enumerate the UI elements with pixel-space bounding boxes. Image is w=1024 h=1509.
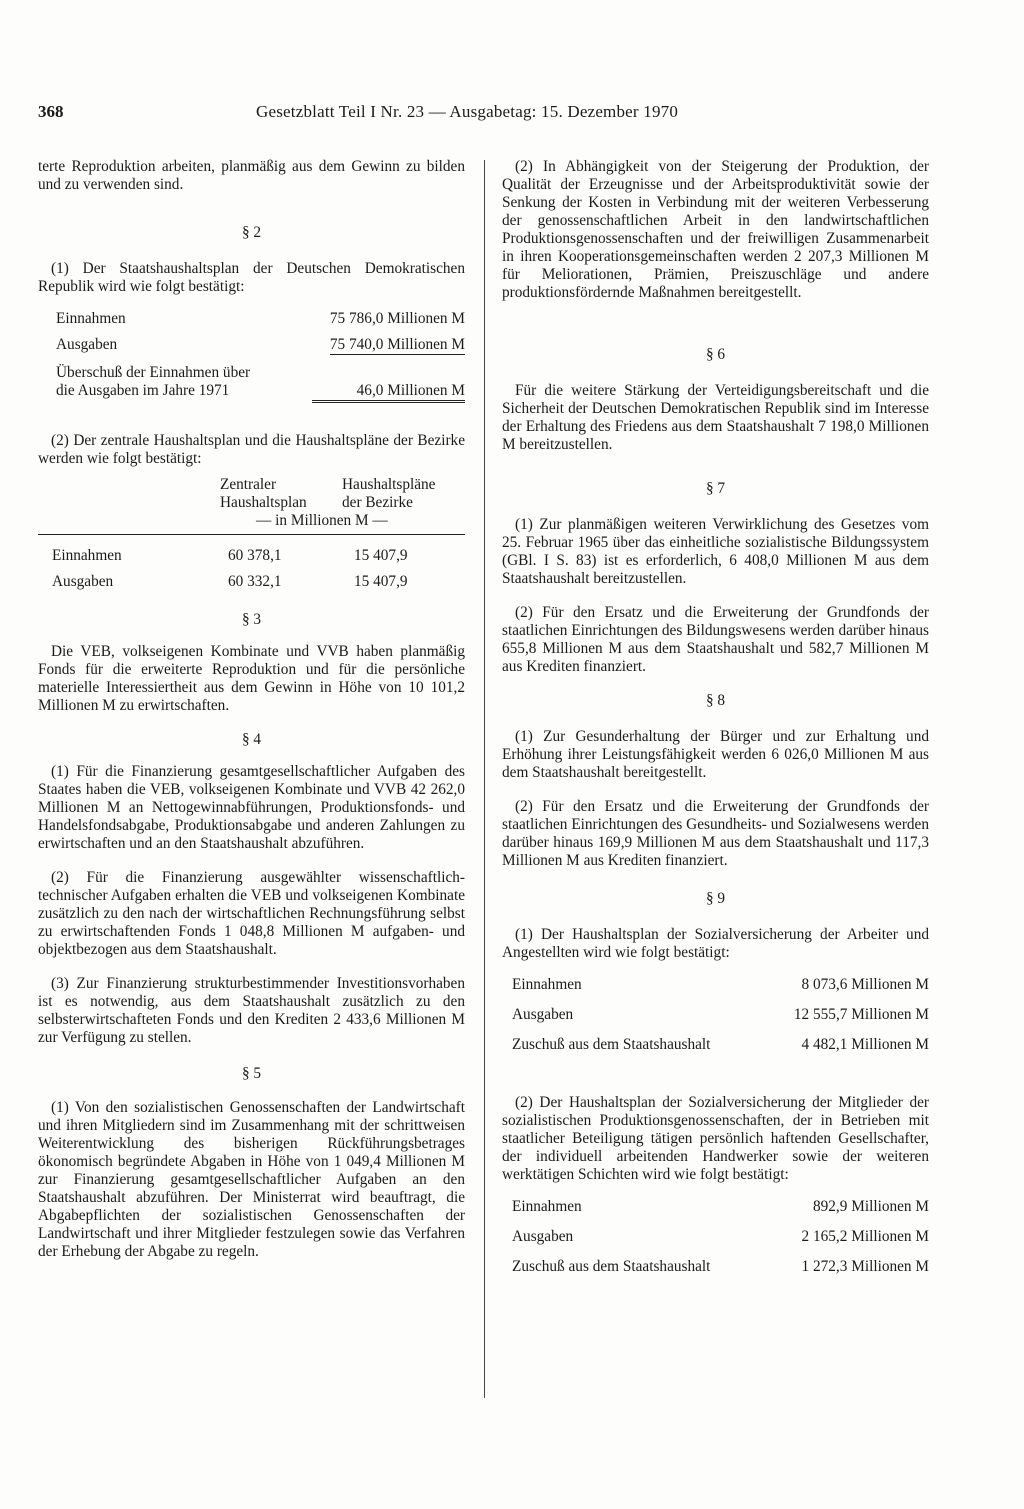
table-row	[512, 1006, 929, 1036]
s9-table-2	[502, 1198, 929, 1288]
s9-paragraph-1: (1) Der Haushaltsplan der Sozialversicherung der Arbeiter und Angestellten wird wie folgt bestätigt:	[502, 926, 929, 961]
s2-row-income	[56, 310, 465, 336]
s8-paragraph-2: (2) Für den Ersatz und die Erweiterung der Grundfonds der staatlichen Einrichtungen des Gesundheits- und Sozialwesens werden darüber hinaus 169,9 Millionen M aus dem Staatshaushalt und 117,3 Millionen M aus Krediten finanziert.	[502, 798, 929, 869]
section-5-heading: § 5	[241, 1065, 262, 1082]
row-value: 4 482,1 Millionen M	[801, 1036, 929, 1053]
row-label: Ausgaben	[512, 1006, 574, 1023]
row-value: 75 740,0 Millionen M	[329, 336, 465, 353]
s7-paragraph-2: (2) Für den Ersatz und die Erweiterung der Grundfonds der staatlichen Einrichtungen des Bildungswesens werden darüber hinaus 655,8 Millionen M aus dem Staatshaushalt und 582,7 Millionen M aus Krediten finanziert.	[502, 604, 929, 675]
col1-line2: Haushaltsplan	[220, 494, 307, 511]
s2-paragraph-2: (2) Der zentrale Haushaltsplan und die Haushaltspläne der Bezirke werden wie folgt bestätigt:	[38, 432, 465, 467]
page-header	[38, 102, 944, 126]
surplus-label-line-1: Überschuß der Einnahmen über	[56, 364, 251, 381]
column-divider	[484, 160, 485, 1398]
table-row	[512, 976, 929, 1006]
surplus-label-line-2: die Ausgaben im Jahre 1971	[56, 382, 230, 399]
col-central-header	[220, 476, 342, 512]
table-row	[512, 1228, 929, 1258]
unit-caption: — in Millionen M —	[256, 512, 388, 529]
table-row	[512, 1258, 929, 1288]
table-row	[38, 547, 465, 573]
section-6-heading: § 6	[705, 346, 726, 363]
row-label: Ausgaben	[52, 573, 114, 590]
row-label	[56, 364, 250, 400]
col-districts-header	[342, 476, 465, 512]
surplus-value: 46,0 Millionen M	[312, 382, 465, 403]
row-value: 2 165,2 Millionen M	[801, 1228, 929, 1245]
row-label: Einnahmen	[52, 547, 122, 564]
page-number: 368	[38, 102, 64, 121]
section-2-heading: § 2	[241, 224, 262, 241]
col2-line2: der Bezirke	[342, 494, 413, 511]
row-label: Einnahmen	[512, 976, 582, 993]
row-value: 12 555,7 Millionen M	[793, 1006, 929, 1023]
s6-paragraph: Für die weitere Stärkung der Verteidigungsbereitschaft und die Sicherheit der Deutschen Demokratischen Republik sind im Interesse der Erhaltung des Friedens aus dem Staatshaushalt 7 198,0 Millionen M bereitzustellen.	[502, 382, 929, 453]
row-label: Ausgaben	[512, 1228, 574, 1245]
row-label: Einnahmen	[56, 310, 126, 327]
row-districts: 15 407,9	[354, 573, 408, 590]
s7-paragraph-1: (1) Zur planmäßigen weiteren Verwirklichung des Gesetzes vom 25. Februar 1965 über das einheitliche sozialistische Bildungssystem (GBl. I S. 83) ist es erforderlich, 6 408,0 Millionen M aus dem Staatshaushalt bereitzustellen.	[502, 516, 929, 587]
s2-budget-table	[38, 310, 465, 410]
table-row	[512, 1036, 929, 1066]
s2-row-surplus	[56, 364, 465, 410]
district-budget-table	[38, 476, 465, 599]
s9-paragraph-2: (2) Der Haushaltsplan der Sozialversicherung der Mitglieder der sozialistischen Produktionsgenossenschaften, der in Betrieben mit staatlicher Beteiligung tätigen persönlich haftenden Gesellschafter, der individuell arbeitenden Handwerker sowie der weiteren werktätigen Schichten wird wie folgt bestätigt:	[502, 1094, 929, 1183]
row-value: 1 272,3 Millionen M	[801, 1258, 929, 1275]
gazette-title: Gesetzblatt Teil I Nr. 23 — Ausgabetag: 15. Dezember 1970	[256, 102, 679, 121]
row-value: 75 786,0 Millionen M	[329, 310, 465, 327]
row-label: Einnahmen	[512, 1198, 582, 1215]
s5-paragraph-2: (2) In Abhängigkeit von der Steigerung der Produktion, der Qualität der Erzeugnisse und der Arbeitsproduktivität sowie der Senkung der Kosten in Verbindung mit der weiteren Verbesserung der genossenschaftlichen Arbeit in den landwirtschaftlichen Produktionsgenossenschaften und der freiwilligen Zusammenarbeit in ihren Kooperationsgemeinschaften werden 2 207,3 Millionen M für Meliorationen, Prämien, Preiszuschläge und andere produktionsfördernde Maßnahmen bereitgestellt.	[502, 158, 929, 301]
s9-table-1	[502, 976, 929, 1066]
row-value: 892,9 Millionen M	[812, 1198, 929, 1215]
intro-paragraph: terte Reproduktion arbeiten, planmäßig aus dem Gewinn zu bilden und zu verwenden sind.	[38, 158, 465, 193]
s2-row-expense	[56, 336, 465, 362]
right-column	[502, 158, 929, 1288]
s4-paragraph-2: (2) Für die Finanzierung ausgewählter wissenschaftlich-technischer Aufgaben erhalten die VEB und volkseigenen Kombinate zusätzlich zu den nach der wirtschaftlichen Rechnungsführung selbst zu erwirtschaftenden Fonds 1 048,8 Millionen M aufgaben- und objektbezogen aus dem Staatshaushalt.	[38, 869, 465, 958]
s8-paragraph-1: (1) Zur Gesunderhaltung der Bürger und zur Erhaltung und Erhöhung ihrer Leistungsfähigkeit werden 6 026,0 Millionen M aus dem Staatshaushalt bereitgestellt.	[502, 728, 929, 781]
s4-paragraph-1: (1) Für die Finanzierung gesamtgesellschaftlicher Aufgaben des Staates haben die VEB, volkseigenen Kombinate und VVB 42 262,0 Millionen M an Nettogewinnabführungen, Produktionsfonds- und Handelsfondsabgabe, Produktionsabgabe und anderen Zahlungen zu erwirtschaften und an den Staatshaushalt abzuführen.	[38, 763, 465, 852]
row-central: 60 378,1	[228, 547, 282, 564]
table-row	[38, 573, 465, 599]
row-districts: 15 407,9	[354, 547, 408, 564]
s5-paragraph-1: (1) Von den sozialistischen Genossenschaften der Landwirtschaft und ihren Mitgliedern sind im Zusammenhang mit der schrittweisen Weiterentwicklung des bisherigen Rückführungsbetrages ökonomisch begründete Abgaben in Höhe von 1 049,4 Millionen M zur Finanzierung gesamtgesellschaftlicher Aufgaben an den Staatshaushalt abzuführen. Der Ministerrat wird beauftragt, die Abgabepflichten der sozialistischen Genossenschaften der Landwirtschaft und ihrer Mitglieder festzulegen sowie das Verfahren der Erhebung der Abgabe zu regeln.	[38, 1099, 465, 1260]
table-row	[512, 1198, 929, 1228]
col1-line1: Zentraler	[220, 476, 277, 493]
left-column	[38, 158, 465, 1261]
col2-line1: Haushaltspläne	[342, 476, 436, 493]
row-label: Zuschuß aus dem Staatshaushalt	[512, 1036, 711, 1053]
row-label: Ausgaben	[56, 336, 118, 353]
section-4-heading: § 4	[241, 731, 262, 748]
row-value: 8 073,6 Millionen M	[801, 976, 929, 993]
row-label: Zuschuß aus dem Staatshaushalt	[512, 1258, 711, 1275]
s3-paragraph: Die VEB, volkseigenen Kombinate und VVB haben planmäßig Fonds für die erweiterte Reproduktion und für die persönliche materielle Interessiertheit aus dem Gewinn in Höhe von 10 101,2 Millionen M zu erwirtschaften.	[38, 643, 465, 714]
row-central: 60 332,1	[228, 573, 282, 590]
section-8-heading: § 8	[705, 692, 726, 709]
s2-paragraph-1: (1) Der Staatshaushaltsplan der Deutschen Demokratischen Republik wird wie folgt bestätigt:	[38, 260, 465, 295]
section-3-heading: § 3	[241, 611, 262, 628]
section-7-heading: § 7	[705, 480, 726, 497]
section-9-heading: § 9	[705, 890, 726, 907]
s4-paragraph-3: (3) Zur Finanzierung strukturbestimmender Investitionsvorhaben ist es notwendig, aus dem Staatshaushalt zusätzlich zu den selbsterwirtschafteten Fonds und den Krediten 2 433,6 Millionen M zur Verfügung zu stellen.	[38, 975, 465, 1046]
